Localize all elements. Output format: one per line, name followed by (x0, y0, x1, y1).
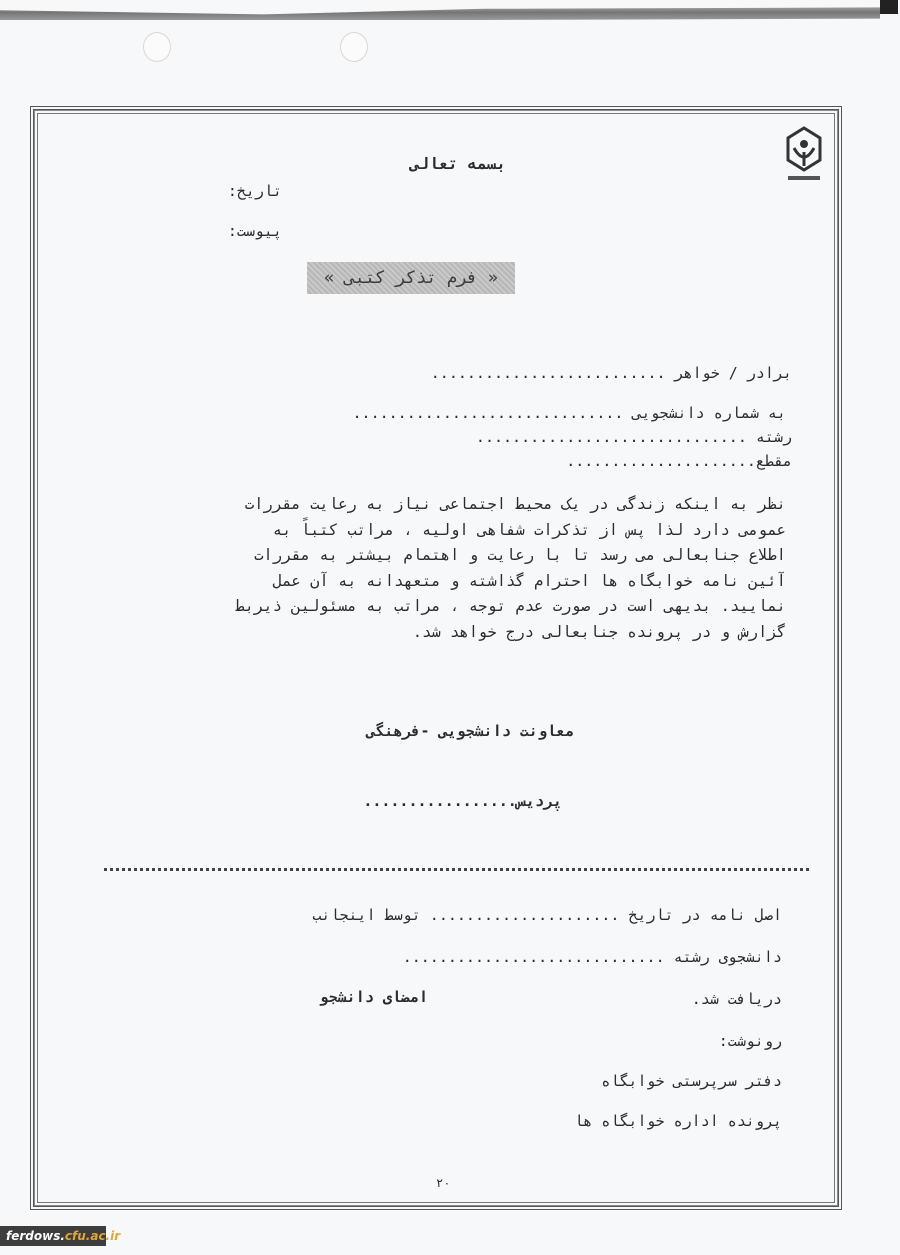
office-signature: معاونت دانشجویی -فرهنگی (366, 722, 574, 740)
major-field: رشته .............................. (475, 428, 792, 446)
form-frame (30, 106, 842, 1210)
student-major-line: دانشجوی رشته ............................. (402, 948, 782, 966)
site-watermark: ferdows.cfu.ac.ir (0, 1226, 106, 1246)
scan-edge (880, 0, 898, 14)
form-title: « فرم تذکر کتبی » (307, 262, 515, 294)
scan-top-shadow (0, 6, 880, 20)
date-label: تاریخ: (227, 182, 282, 200)
brother-sister-field: برادر / خواهر .......................... (430, 364, 792, 382)
level-field: مقطع..................... (566, 452, 792, 470)
original-letter-line: اصل نامه در تاریخ ..................... توسط اینجانب (312, 906, 782, 924)
received-text: دریافت شد. (691, 990, 782, 1008)
page-number: ۲۰ (436, 1176, 451, 1190)
copy-dorm-office: دفتر سرپرستی خوابگاه (601, 1072, 782, 1090)
separator-dotted (104, 868, 809, 871)
invocation-heading: بسمه تعالی (409, 154, 506, 173)
punch-hole-right (340, 32, 368, 62)
student-signature-label: امضای دانشجو (319, 988, 428, 1006)
university-logo-icon (784, 126, 824, 186)
punch-hole-left (143, 32, 171, 62)
attachment-label: پیوست: (227, 222, 282, 240)
warning-paragraph: نظر به اینکه زندگی در یک محیط اجتماعی نیاز به رعایت مقررات عمومی دارد لذا پس از تذکرات شفاهی اولیه ، مراتب کتباً به اطلاع جنابعالی می رسد تا با رعایت و اهتمام بیشتر به مقررات آئین نامه خوابگاه ها احترام گذاشته و متعهدانه به آن عمل نمایید. بدیهی است در صورت عدم توجه ، مراتب به مسئولین ذیربط گزارش و در پرونده جنابعالی درج خواهد شد. (235, 495, 786, 641)
campus-field: پردیس................. (363, 792, 562, 810)
copy-dorm-admin: پرونده اداره خوابگاه ها (574, 1112, 782, 1130)
student-number-field: به شماره دانشجویی .............................. (352, 404, 786, 422)
copy-label: رونوشت: (718, 1032, 782, 1050)
